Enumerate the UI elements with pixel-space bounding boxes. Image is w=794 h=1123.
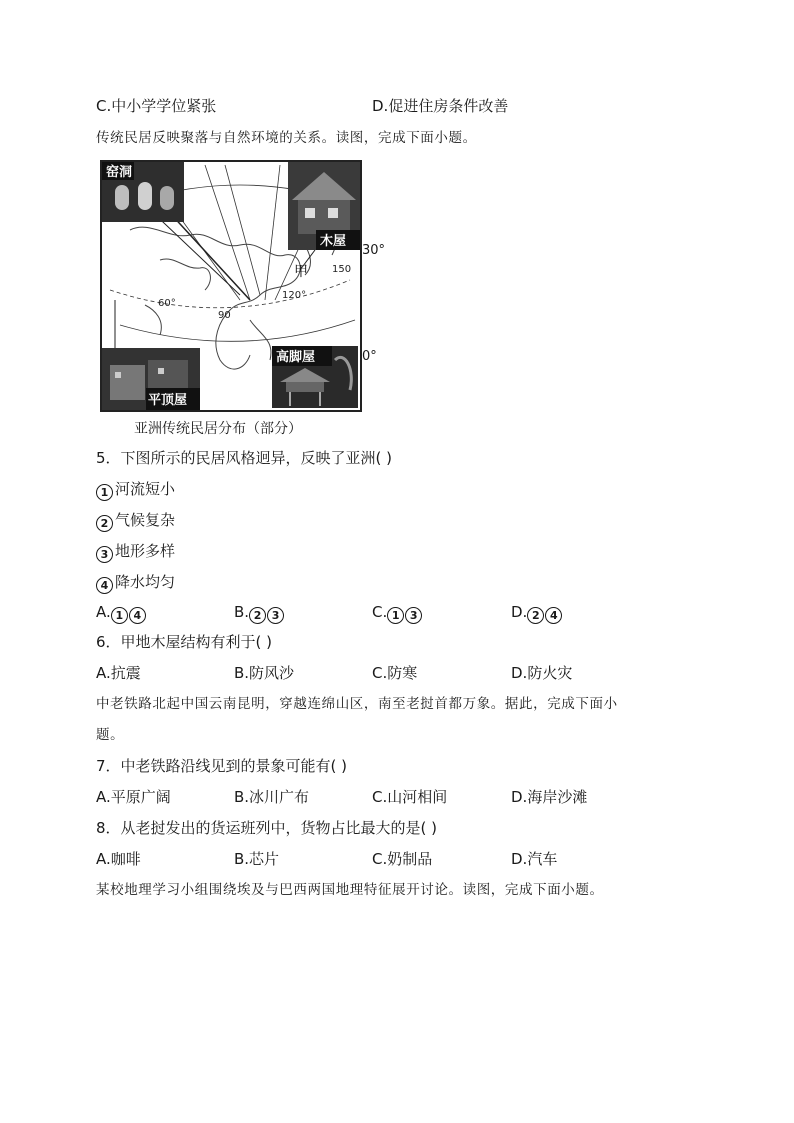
circled-number: 1 — [96, 484, 113, 501]
q7-option-b[interactable]: B.冰川广布 — [234, 788, 310, 806]
circled-number: 1 — [387, 607, 404, 624]
circled-number: 4 — [545, 607, 562, 624]
q8-option-b[interactable]: B.芯片 — [234, 850, 280, 868]
option-d-prev: D.促进住房条件改善 — [372, 97, 509, 115]
jia-label: 甲 — [294, 264, 308, 280]
cave-label: 窑洞 — [106, 165, 133, 180]
circled-number: 4 — [96, 577, 113, 594]
flat-roof-label: 平顶屋 — [148, 393, 188, 408]
cave-photo — [102, 162, 184, 222]
q7-stem: 7．中老铁路沿线见到的景象可能有( ) — [96, 757, 348, 775]
q5-option-b[interactable] — [234, 602, 285, 624]
circled-number: 1 — [111, 607, 128, 624]
q5-option-d[interactable] — [511, 602, 563, 624]
lat-60-label: 60° — [158, 298, 176, 309]
lon-120-label: 120° — [282, 290, 307, 301]
circled-number: 4 — [129, 607, 146, 624]
q5-item-3 — [96, 541, 175, 563]
map-caption: 亚洲传统民居分布（部分） — [134, 421, 302, 437]
q6-option-c[interactable]: C.防寒 — [372, 664, 418, 682]
lat-30-label: 30° — [362, 243, 386, 258]
option-letter: C. — [372, 603, 388, 621]
flat-roof-photo — [102, 348, 200, 410]
q7-option-a[interactable]: A.平原广阔 — [96, 788, 171, 806]
lon-90-label: 90 — [218, 310, 231, 321]
option-letter: B. — [234, 603, 250, 621]
intro-egypt-brazil: 某校地理学习小组围绕埃及与巴西两国地理特征展开讨论。读图，完成下面小题。 — [96, 882, 604, 898]
q8-stem: 8．从老挝发出的货运班列中，货物占比最大的是( ) — [96, 819, 438, 837]
q5-item-1 — [96, 479, 175, 501]
q5-item-text: 河流短小 — [115, 480, 176, 498]
intro-railway-line1: 中老铁路北起中国云南昆明，穿越连绵山区，南至老挝首都万象。据此，完成下面小 — [96, 696, 618, 712]
q5-item-text: 降水均匀 — [115, 573, 176, 591]
q5-item-2 — [96, 510, 175, 532]
stilt-house-photo — [272, 346, 358, 408]
intro-houses: 传统民居反映聚落与自然环境的关系。读图，完成下面小题。 — [96, 130, 477, 146]
intro-railway-line2: 题。 — [96, 727, 125, 743]
option-letter: A. — [96, 603, 111, 621]
wood-house-photo — [288, 162, 360, 250]
q6-stem: 6．甲地木屋结构有利于( ) — [96, 633, 273, 651]
q5-item-text: 地形多样 — [115, 542, 176, 560]
q7-option-c[interactable]: C.山河相间 — [372, 788, 448, 806]
q5-option-a[interactable] — [96, 602, 147, 624]
q8-option-c[interactable]: C.奶制品 — [372, 850, 433, 868]
q6-option-b[interactable]: B.防风沙 — [234, 664, 295, 682]
wood-label: 木屋 — [320, 234, 347, 249]
lat-0-label: 0° — [362, 349, 377, 364]
q8-option-a[interactable]: A.咖啡 — [96, 850, 141, 868]
lon-150-label: 150 — [332, 264, 352, 275]
circled-number: 3 — [405, 607, 422, 624]
option-c-prev: C.中小学学位紧张 — [96, 97, 217, 115]
circled-number: 3 — [96, 546, 113, 563]
q6-option-a[interactable]: A.抗震 — [96, 664, 141, 682]
asia-housing-map — [100, 160, 362, 412]
q5-option-c[interactable] — [372, 602, 423, 624]
circled-number: 2 — [527, 607, 544, 624]
q7-option-d[interactable]: D.海岸沙滩 — [511, 788, 588, 806]
q5-item-text: 气候复杂 — [115, 511, 176, 529]
q6-option-d[interactable]: D.防火灾 — [511, 664, 573, 682]
q5-stem: 5．下图所示的民居风格迥异，反映了亚洲( ) — [96, 449, 393, 467]
stilt-label: 高脚屋 — [276, 350, 316, 365]
q5-item-4 — [96, 572, 175, 594]
q8-option-d[interactable]: D.汽车 — [511, 850, 558, 868]
circled-number: 2 — [249, 607, 266, 624]
circled-number: 3 — [267, 607, 284, 624]
circled-number: 2 — [96, 515, 113, 532]
option-letter: D. — [511, 603, 528, 621]
